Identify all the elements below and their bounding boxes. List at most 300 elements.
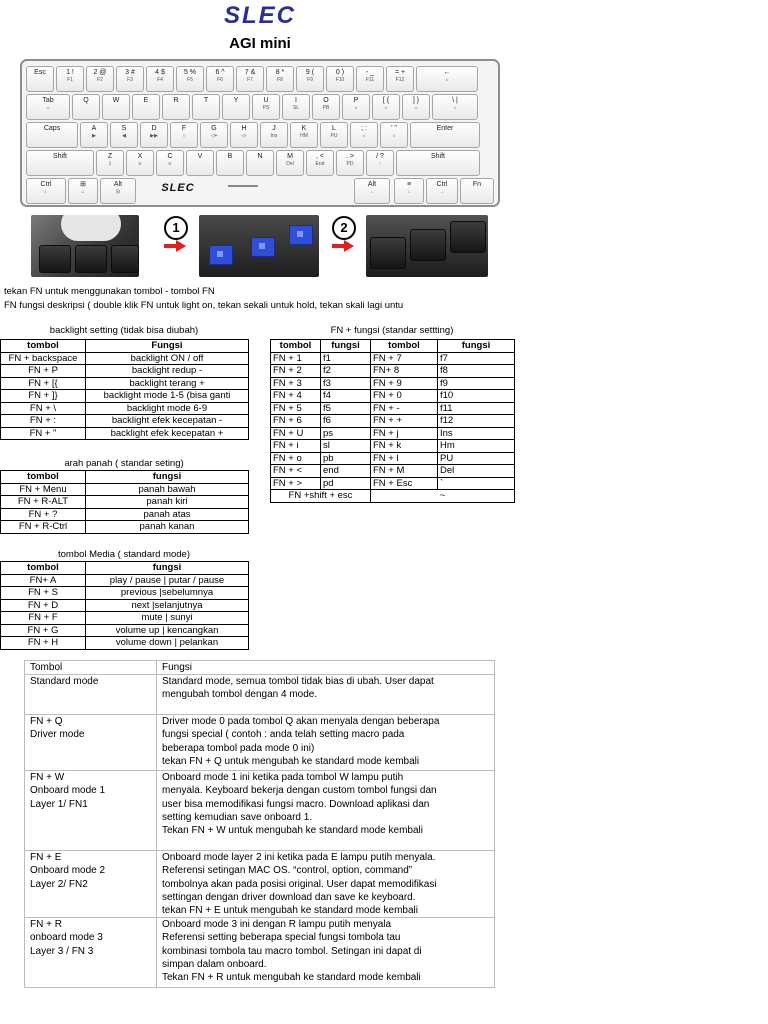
table-cell: FN + 2 — [271, 365, 321, 378]
keyboard-key — [100, 178, 136, 204]
table-row — [271, 440, 515, 453]
key-sub-label: ☼ — [444, 77, 450, 83]
table-cell: FN + R-Ctrl — [1, 521, 86, 534]
keyboard-key — [26, 94, 70, 120]
column-header: tombol — [1, 562, 86, 575]
keycap-removal-photo — [31, 215, 139, 277]
table-cell: f4 — [321, 390, 371, 403]
column-header: Fungsi — [157, 661, 495, 675]
table-row — [1, 402, 249, 415]
cell-line: Tekan FN + R untuk mengubah ke standard mode kembali — [162, 972, 421, 984]
table-cell: FN + < — [271, 465, 321, 478]
key-label: 3 # — [125, 69, 135, 76]
switch-photo — [199, 215, 319, 277]
key-label: ] } — [412, 97, 420, 104]
keyboard-key — [176, 66, 204, 92]
key-sub-label: ○ — [182, 133, 186, 139]
keyboard-key — [26, 150, 94, 176]
table-cell: FN + : — [1, 415, 86, 428]
keyboard-key — [216, 150, 244, 176]
keyboard-key — [246, 150, 274, 176]
arrow-right-icon — [176, 240, 186, 252]
keyboard-key — [402, 94, 430, 120]
keyboard-key — [206, 66, 234, 92]
key-label: - _ — [365, 69, 375, 76]
table-row — [271, 465, 515, 478]
cell-line: fungsi special ( contoh : anda telah setting macro pada — [162, 729, 405, 741]
key-sub-label: ▶▶ — [150, 133, 158, 139]
key-sub-label: ☼ — [45, 105, 51, 111]
cell-line: onboard mode 3 — [30, 932, 103, 944]
key-sub-label: ☼ — [391, 133, 397, 139]
keyboard-key — [296, 66, 324, 92]
mode-desc-cell — [157, 771, 495, 851]
key-sub-label: ☼ — [361, 133, 367, 139]
table-cell: f2 — [321, 365, 371, 378]
cell-line: mengubah tombol dengan 4 mode. — [162, 689, 318, 701]
table-cell: FN + H — [1, 637, 86, 650]
table-cell: previous |sebelumnya — [86, 587, 249, 600]
key-label: Fn — [472, 181, 482, 188]
cell-line: Referensi setingan MAC OS. “control, option, command” — [162, 865, 413, 877]
table-row — [1, 624, 249, 637]
key-label: Z — [107, 153, 113, 160]
keyboard-illustration — [20, 59, 500, 207]
keyboard-key — [96, 150, 124, 176]
table-cell: FN + 6 — [271, 415, 321, 428]
cell-line: Driver mode 0 pada tombol Q akan menyala dengan beberapa — [162, 716, 440, 728]
table-cell: volume down | pelankan — [86, 637, 249, 650]
table-cell: Del — [438, 465, 515, 478]
key-label: Caps — [43, 125, 61, 132]
key-sub-label: ◀ — [122, 133, 126, 139]
keyboard-logo: SLEC — [161, 182, 195, 194]
brand-logo: SLEC — [223, 2, 296, 29]
intro-line-1: tekan FN untuk menggunakan tombol - tombol FN — [4, 286, 215, 297]
key-label: B — [227, 153, 233, 160]
mode-desc-cell — [157, 715, 495, 771]
key-sub-label: ☼ — [413, 105, 419, 111]
key-label: 6 ^ — [215, 69, 225, 76]
key-label: H — [241, 125, 247, 132]
table-cell: FN + 5 — [271, 402, 321, 415]
cell-line: Onboard mode 2 — [30, 865, 106, 877]
finger-shape — [61, 215, 121, 241]
key-label: W — [112, 97, 120, 104]
key-label: [ { — [382, 97, 390, 104]
cell-line: tekan FN + E untuk mengubah ke standard mode kembali — [162, 905, 418, 917]
cell-line: Standard mode — [30, 676, 99, 688]
cell-line: user bisa memodifikasi fungsi macro. Download aplikasi dan — [162, 798, 430, 810]
table-cell: FN + F — [1, 612, 86, 625]
table-cell: FN + P — [1, 365, 86, 378]
mode-desc-cell — [157, 675, 495, 715]
table-cell: FN + 9 — [371, 377, 438, 390]
keyboard-key — [366, 150, 394, 176]
table-row — [1, 612, 249, 625]
keyboard-key — [266, 66, 294, 92]
table-cell: FN + l — [371, 452, 438, 465]
backlight-caption: backlight setting (tidak bisa diubah) — [49, 325, 199, 336]
table-cell: f11 — [438, 402, 515, 415]
cell-line: Tekan FN + W untuk mengubah ke standard mode kembali — [162, 825, 423, 837]
cell-line: tekan FN + Q untuk mengubah ke standard mode kembali — [162, 755, 420, 767]
key-sub-label: F2 — [97, 77, 103, 83]
key-label: L — [332, 125, 336, 132]
table-cell: FN + 4 — [271, 390, 321, 403]
key-sub-label: F5 — [187, 77, 193, 83]
cell-line: Onboard mode 1 — [30, 785, 106, 797]
step-2-number: 2 — [332, 216, 356, 240]
column-header: fungsi — [86, 471, 249, 484]
arrow-shaft — [164, 244, 176, 248]
key-label: / ? — [376, 153, 384, 160]
table-cell: FN + j — [371, 427, 438, 440]
table-cell: backlight ON / off — [86, 352, 249, 365]
table-cell: FN+ A — [1, 574, 86, 587]
table-row — [271, 402, 515, 415]
table-row — [1, 637, 249, 650]
keycap-shape — [450, 221, 486, 253]
mode-key-cell — [25, 851, 157, 918]
table-cell: FN + [{ — [1, 377, 86, 390]
keycap-shape — [410, 229, 446, 261]
table-cell: next |selanjutnya — [86, 599, 249, 612]
key-sub-label: HM — [300, 133, 308, 139]
cell-line: Referensi setting beberapa special fungsi tombola tau — [162, 932, 401, 944]
cell-line: simpan dalam onboard. — [162, 958, 267, 970]
table-cell: f5 — [321, 402, 371, 415]
table-cell: FN + \ — [1, 402, 86, 415]
table-cell: FN + - — [371, 402, 438, 415]
table-cell: FN + R-ALT — [1, 496, 86, 509]
keyboard-key — [68, 178, 98, 204]
key-label: G — [211, 125, 217, 132]
table-cell: ~ — [371, 490, 515, 503]
table-cell: play / pause | putar / pause — [86, 574, 249, 587]
keyboard-key — [126, 150, 154, 176]
key-label: M — [287, 153, 293, 160]
keycap-shape — [111, 245, 139, 273]
keyboard-key — [312, 94, 340, 120]
key-label: Shift — [52, 153, 67, 160]
keyboard-key — [116, 66, 144, 92]
keyboard-key — [386, 66, 414, 92]
key-sub-label: ◁+ — [210, 133, 218, 139]
table-cell: backlight efek kecepatan - — [86, 415, 249, 428]
table-row — [1, 574, 249, 587]
column-header: tombol — [371, 340, 438, 353]
keyboard-key — [132, 94, 160, 120]
key-sub-label: ← — [369, 189, 375, 195]
table-row — [1, 521, 249, 534]
cell-line: FN + R — [30, 919, 62, 931]
table-row — [1, 390, 249, 403]
table-row — [1, 599, 249, 612]
key-sub-label: ☼ — [383, 105, 389, 111]
key-sub-label: → — [439, 189, 445, 195]
arrow-table — [0, 470, 249, 534]
cell-line: Driver mode — [30, 729, 85, 741]
mode-desc-cell — [157, 918, 495, 988]
column-header: tombol — [271, 340, 321, 353]
keyboard-key — [72, 94, 100, 120]
table-row — [25, 715, 495, 771]
key-label: 5 % — [183, 69, 197, 76]
key-label: ≡ — [406, 181, 412, 188]
table-cell: f6 — [321, 415, 371, 428]
key-sub-label: SL — [292, 105, 300, 111]
column-header: tombol — [1, 340, 86, 353]
key-label: Esc — [34, 69, 46, 76]
modes-table — [24, 660, 495, 988]
table-cell: FN + ]} — [1, 390, 86, 403]
key-label: Enter — [436, 125, 454, 132]
key-label: . > — [346, 153, 354, 160]
key-label: 8 * — [275, 69, 285, 76]
table-cell: pb — [321, 452, 371, 465]
table-cell: pd — [321, 477, 371, 490]
key-sub-label: F6 — [217, 77, 223, 83]
keyboard-key — [186, 150, 214, 176]
key-label: A — [91, 125, 97, 132]
arrow-caption: arah panah ( standar seting) — [64, 458, 184, 469]
spacebar-mark — [228, 185, 258, 187]
keyboard-key — [236, 66, 264, 92]
column-header: Tombol — [25, 661, 157, 675]
key-label: Tab — [42, 97, 54, 104]
key-label: 9 ( — [305, 69, 315, 76]
key-sub-label: ↓ — [407, 189, 411, 195]
column-header: fungsi — [438, 340, 515, 353]
step-1-number: 1 — [164, 216, 188, 240]
key-sub-label: PS — [262, 105, 270, 111]
table-cell: backlight mode 6-9 — [86, 402, 249, 415]
key-sub-label: End — [315, 161, 325, 167]
key-label: Alt — [113, 181, 123, 188]
keycap-shape — [370, 237, 406, 269]
cell-line: Standard mode, semua tombol tidak bias di ubah. User dapat — [162, 676, 434, 688]
table-cell: panah atas — [86, 508, 249, 521]
key-sub-label: PB — [322, 105, 330, 111]
table-cell: FN + D — [1, 599, 86, 612]
keyboard-key — [26, 66, 54, 92]
table-cell: FN + > — [271, 477, 321, 490]
keyboard-key — [156, 150, 184, 176]
keyboard-key — [162, 94, 190, 120]
table-cell: FN + backspace — [1, 352, 86, 365]
key-label: ← — [443, 69, 451, 76]
key-label: R — [173, 97, 179, 104]
table-row — [25, 918, 495, 988]
table-cell: backlight mode 1-5 (bisa ganti — [86, 390, 249, 403]
keyboard-key — [320, 122, 348, 148]
table-cell: FN + G — [1, 624, 86, 637]
column-header: Fungsi — [86, 340, 249, 353]
table-cell: sl — [321, 440, 371, 453]
mode-key-cell — [25, 918, 157, 988]
keyboard-key — [80, 122, 108, 148]
keyboard-key — [170, 122, 198, 148]
table-cell: Ins — [438, 427, 515, 440]
key-sub-label: PU — [330, 133, 338, 139]
key-label: 0 ) — [335, 69, 345, 76]
table-row — [271, 365, 515, 378]
media-caption: tombol Media ( standard mode) — [57, 549, 190, 560]
keycaps-installed-photo — [366, 215, 488, 277]
backlight-table — [0, 339, 249, 440]
key-label: Alt — [367, 181, 377, 188]
intro-line-2: FN fungsi deskripsi ( double klik FN untuk light on, tekan sekali untuk hold, tekan skali lagi untu — [4, 300, 404, 311]
table-cell: FN + " — [1, 427, 86, 440]
keyboard-key — [290, 122, 318, 148]
key-sub-label: Del — [286, 161, 294, 167]
key-label: Q — [83, 97, 89, 104]
table-row — [271, 377, 515, 390]
column-header: fungsi — [86, 562, 249, 575]
table-row — [25, 675, 495, 715]
keyboard-key — [460, 178, 494, 204]
key-label: D — [151, 125, 157, 132]
cell-line: FN + W — [30, 772, 65, 784]
table-row — [1, 427, 249, 440]
table-row — [271, 415, 515, 428]
table-cell: FN + Menu — [1, 483, 86, 496]
mode-key-cell — [25, 715, 157, 771]
keyboard-key — [140, 122, 168, 148]
key-sub-label: F8 — [277, 77, 283, 83]
table-cell: FN+ 8 — [371, 365, 438, 378]
key-label: Ctrl — [436, 181, 448, 188]
table-cell: f10 — [438, 390, 515, 403]
key-label: I — [295, 97, 297, 104]
keyboard-key — [200, 122, 228, 148]
table-cell: backlight efek kecepatan + — [86, 427, 249, 440]
table-cell: panah kanan — [86, 521, 249, 534]
model-title: AGI mini — [229, 35, 291, 52]
cell-line: Onboard mode 3 ini dengan R lampu putih menyala — [162, 919, 392, 931]
cell-line: Onboard mode layer 2 ini ketika pada E lampu putih menyala. — [162, 852, 436, 864]
key-sub-label: F1 — [67, 77, 73, 83]
key-sub-label: ⌂ — [81, 189, 85, 195]
key-label: V — [197, 153, 203, 160]
table-cell: mute | sunyi — [86, 612, 249, 625]
column-header: fungsi — [321, 340, 371, 353]
table-cell: panah bawah — [86, 483, 249, 496]
switch-stem-shape — [217, 251, 223, 257]
table-row — [1, 352, 249, 365]
key-label: N — [257, 153, 263, 160]
keyboard-key — [86, 66, 114, 92]
keyboard-key — [26, 178, 66, 204]
key-sub-label: F3 — [127, 77, 133, 83]
key-sub-label: ☼ — [353, 105, 359, 111]
mode-key-cell — [25, 771, 157, 851]
table-row — [271, 452, 515, 465]
cell-line: FN + Q — [30, 716, 63, 728]
key-label: O — [323, 97, 329, 104]
table-cell: backlight redup - — [86, 365, 249, 378]
mode-desc-cell — [157, 851, 495, 918]
table-cell: end — [321, 465, 371, 478]
table-row — [1, 365, 249, 378]
keyboard-key — [252, 94, 280, 120]
keyboard-key — [416, 66, 478, 92]
key-label: = + — [394, 69, 406, 76]
key-sub-label: ☾ — [43, 189, 49, 195]
key-label: 2 @ — [93, 69, 107, 76]
key-label: 4 $ — [155, 69, 165, 76]
keyboard-key — [426, 178, 458, 204]
switch-stem-shape — [259, 243, 265, 249]
table-cell: FN + 1 — [271, 352, 321, 365]
cell-line: Layer 1/ FN1 — [30, 798, 88, 810]
key-label: U — [263, 97, 269, 104]
keyboard-key — [410, 122, 480, 148]
keyboard-key — [350, 122, 378, 148]
cell-line: beberapa tombol pada mode 0 ini) — [162, 742, 315, 754]
cell-line: settingan dengan driver download dan save ke keyboard. — [162, 891, 416, 903]
table-row — [1, 377, 249, 390]
keycap-shape — [75, 245, 107, 273]
table-cell: f12 — [438, 415, 515, 428]
keyboard-key — [396, 150, 480, 176]
key-label: 1 ! — [66, 69, 74, 76]
table-row — [1, 483, 249, 496]
cell-line: setting kemudian save onboard 1. — [162, 811, 313, 823]
table-cell: f9 — [438, 377, 515, 390]
table-cell: PU — [438, 452, 515, 465]
key-sub-label: ⇩ — [107, 161, 113, 167]
keyboard-key — [354, 178, 390, 204]
keyboard-key — [222, 94, 250, 120]
table-row — [1, 415, 249, 428]
table-cell: FN +shift + esc — [271, 490, 371, 503]
keyboard-key — [432, 94, 478, 120]
key-sub-label: ⊟ — [115, 189, 121, 195]
key-label: 7 & — [244, 69, 256, 76]
table-row — [25, 771, 495, 851]
key-label: ⊞ — [80, 181, 86, 188]
table-cell: FN + i — [271, 440, 321, 453]
key-label: Y — [233, 97, 239, 104]
key-label: P — [353, 97, 359, 104]
table-row — [1, 508, 249, 521]
key-label: Shift — [430, 153, 445, 160]
key-label: K — [301, 125, 307, 132]
table-cell: f8 — [438, 365, 515, 378]
table-cell: f7 — [438, 352, 515, 365]
table-cell: FN + Esc — [371, 477, 438, 490]
table-cell: FN + 7 — [371, 352, 438, 365]
key-sub-label: ◁- — [241, 133, 247, 139]
table-cell: FN + 0 — [371, 390, 438, 403]
table-row — [271, 427, 515, 440]
key-label: C — [167, 153, 173, 160]
key-sub-label: F4 — [157, 77, 163, 83]
fn-fungsi-table — [270, 339, 515, 503]
key-sub-label: F10 — [335, 77, 345, 83]
arrow-shaft — [332, 244, 344, 248]
key-label: ; : — [361, 125, 367, 132]
table-cell: FN + + — [371, 415, 438, 428]
table-row — [271, 352, 515, 365]
table-cell: backlight terang + — [86, 377, 249, 390]
keyboard-key — [306, 150, 334, 176]
table-row — [271, 490, 515, 503]
table-cell: panah kiri — [86, 496, 249, 509]
fn-fungsi-caption: FN + fungsi (standar settting) — [330, 325, 454, 336]
